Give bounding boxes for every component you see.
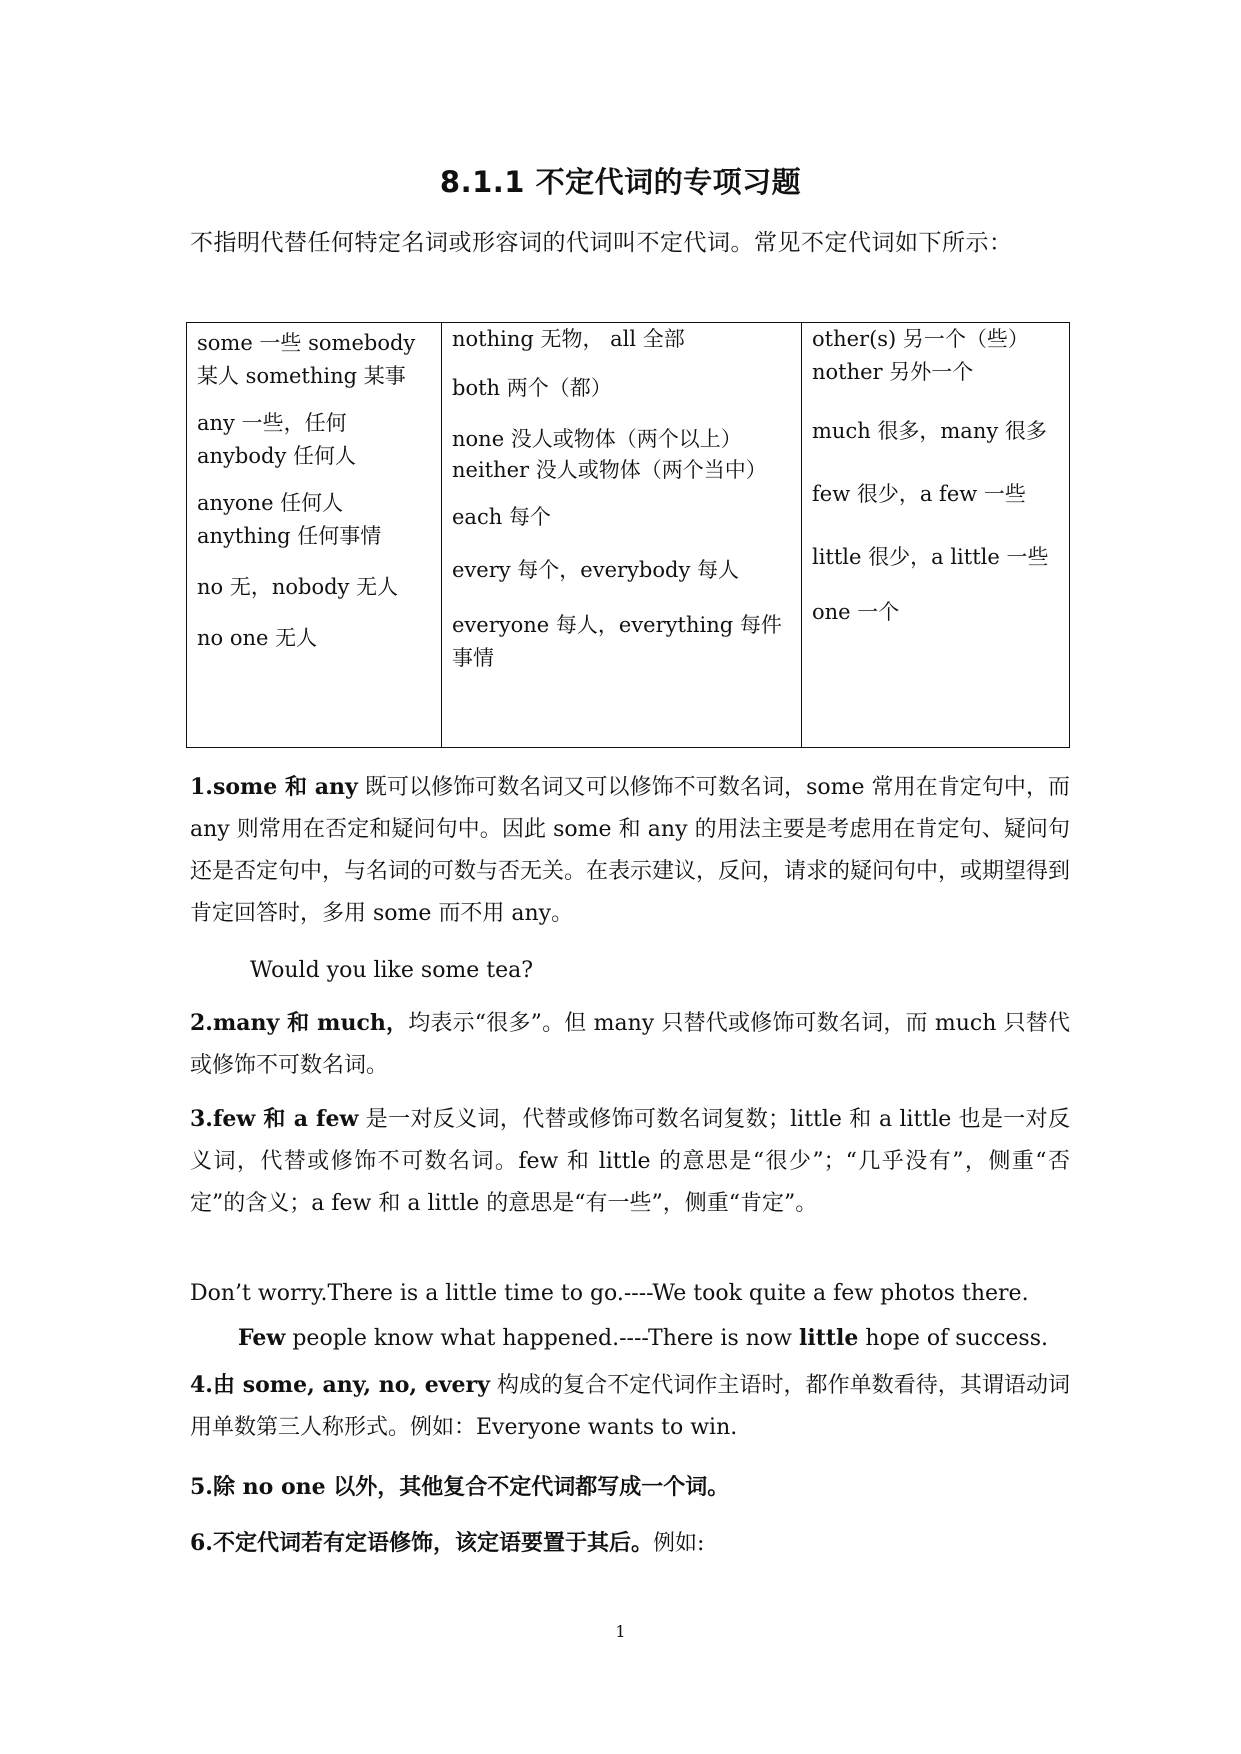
rule-heading: 1.some 和 any — [190, 774, 358, 800]
rule-body: 构成的复合不定代词作主语时，都作单数看待，其谓语动词用单数第三人称形式。例如：Everyone wants to win. — [190, 1373, 1070, 1440]
rule-no-one — [190, 1466, 1070, 1509]
example-sentence: Would you like some tea? — [250, 958, 534, 983]
example-sentence: Don’t worry.There is a little time to go.----We took quite a few photos there. — [190, 1281, 1029, 1306]
rule-heading: 4.由 some, any, no, every — [190, 1372, 490, 1398]
rule-heading: 6.不定代词若有定语修饰，该定语要置于其后。 — [190, 1530, 653, 1556]
table-cell: little 很少，a little 一些 — [812, 545, 1049, 569]
rule-heading: 5.除 no one 以外，其他复合不定代词都写成一个词。 — [190, 1474, 730, 1500]
table-cell: other(s) 另一个（些） — [812, 327, 1029, 351]
page-number: 1 — [615, 1622, 626, 1641]
example-bold-word: little — [799, 1325, 859, 1351]
table-column-2 — [441, 323, 801, 747]
table-cell: anyone 任何人 anything 任何事情 — [197, 491, 382, 548]
table-cell: none 没人或物体（两个以上） — [452, 427, 742, 451]
rule-compound-pronouns — [190, 1364, 1070, 1449]
rule-body: 均表示“很多”。但 many 只替代或修饰可数名词，而 much 只替代或修饰不可数名词。 — [190, 1011, 1070, 1078]
page-title: 8.1.1 不定代词的专项习题 — [439, 165, 802, 199]
rule-few-afew — [190, 1098, 1070, 1225]
table-cell: no one 无人 — [197, 626, 318, 650]
table-cell: everyone 每人，everything 每件事情 — [452, 613, 782, 670]
table-cell: much 很多，many 很多 — [812, 419, 1047, 443]
table-cell: each 每个 — [452, 505, 551, 529]
rule-heading: 2.many 和 much， — [190, 1010, 409, 1036]
rule-many-much — [190, 1002, 1070, 1087]
rule-body: 是一对反义词，代替或修饰可数名词复数；little 和 a little 也是一对反义词，代替或修饰不可数名词。few 和 little 的意思是“很少”；“几乎没有”，侧重“否定”的含义；a few 和 a little 的意思是“有一些”，侧重“肯定”。 — [190, 1107, 1071, 1216]
table-cell: nother 另外一个 — [812, 360, 974, 384]
table-cell: any 一些，任何 anybody 任何人 — [197, 411, 356, 468]
rule-body: 例如: — [652, 1531, 705, 1556]
table-cell: few 很少，a few 一些 — [812, 482, 1026, 506]
table-cell: some 一些 somebody 某人 something 某事 — [197, 331, 416, 388]
rule-attributive — [190, 1522, 1070, 1565]
table-cell: neither 没人或物体（两个当中） — [452, 458, 767, 482]
table-cell: one 一个 — [812, 600, 900, 624]
rule-body: 既可以修饰可数名词又可以修饰不可数名词，some 常用在肯定句中，而 any 则常用在否定和疑问句中。因此 some 和 any 的用法主要是考虑用在肯定句、疑问句还是否定句中，与名词的可数与否无关。在表示建议，反问，请求的疑问句中，或期望得到肯定回答时，多用 some 而不用 any。 — [190, 775, 1071, 926]
intro-text: 不指明代替任何特定名词或形容词的代词叫不定代词。常见不定代词如下所示： — [190, 230, 1013, 256]
example-sentence — [238, 1320, 1048, 1357]
example-text: people know what happened.----There is now — [285, 1326, 799, 1351]
table-column-3 — [801, 323, 1069, 747]
rule-heading: 3.few 和 a few — [190, 1106, 359, 1132]
example-bold-word: Few — [238, 1325, 286, 1351]
table-column-1 — [187, 323, 441, 747]
table-cell: nothing 无物， all 全部 — [452, 327, 685, 351]
rule-some-any — [190, 766, 1070, 935]
pronoun-table — [186, 322, 1070, 748]
table-cell: every 每个，everybody 每人 — [452, 558, 739, 582]
table-cell: no 无，nobody 无人 — [197, 575, 399, 599]
example-text: hope of success. — [858, 1326, 1048, 1351]
table-cell: both 两个（都） — [452, 376, 612, 400]
